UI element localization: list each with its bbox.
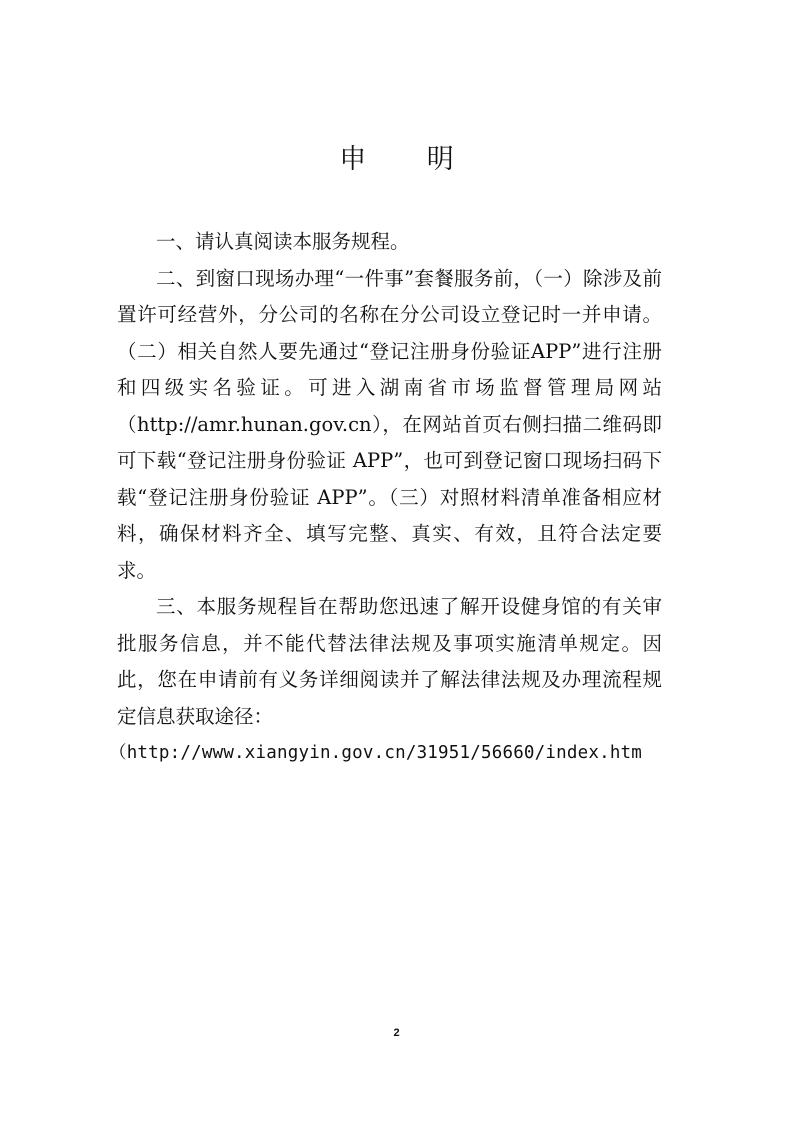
info-link-line: （http://www.xiangyin.gov.cn/31951/56660/index.htm [109,743,643,763]
document-body [109,224,662,772]
paragraph-2: 二、到窗口现场办理“一件事”套餐服务前，（一）除涉及前置许可经营外，分公司的名称在分公司设立登记时一并申请。（二）相关自然人要先通过“登记注册身份验证APP”进行注册和四级实名验证。可进入湖南省市场监督管理局网站（http://amr.hunan.gov.cn），在网站首页右侧扫描二维码即可下载“登记注册身份验证 APP”，也可到登记窗口现场扫码下载“登记注册身份验证 APP”。（三）对照材料清单准备相应材料，确保材料齐全、填写完整、真实、有效，且符合法定要求。 [117,266,662,582]
page-title: 申 明 [339,144,480,175]
page-number: 2 [393,1027,400,1039]
paragraph-1: 一、请认真阅读本服务规程。 [156,230,410,253]
paragraph-3: 三、本服务规程旨在帮助您迅速了解开设健身馆的有关审批服务信息，并不能代替法律法规及事项实施清单规定。因此，您在申请前有义务详细阅读并了解法律法规及办理流程规定信息获取途径： [117,595,662,728]
